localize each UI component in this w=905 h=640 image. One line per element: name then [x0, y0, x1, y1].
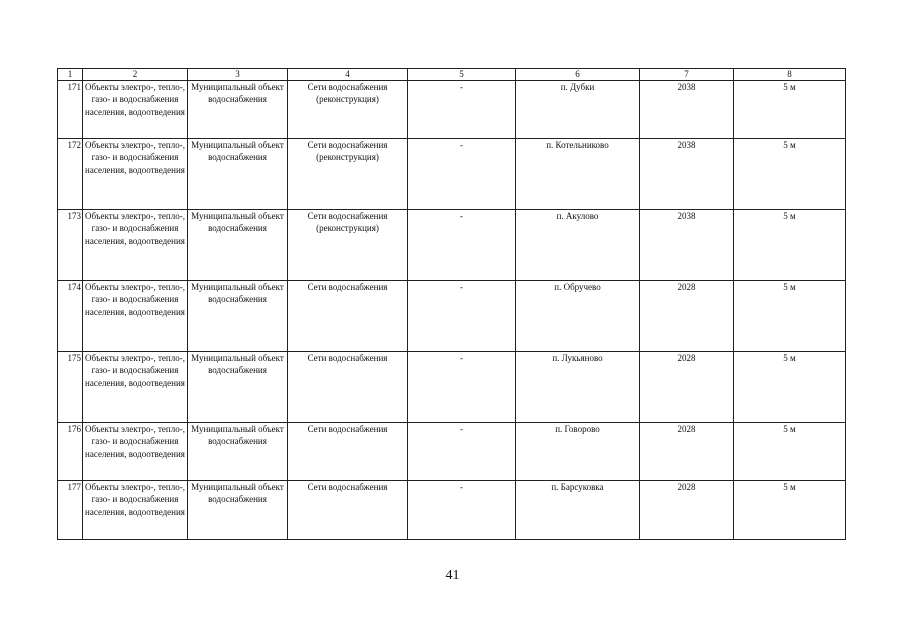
object-location: п. Котельниково [516, 139, 640, 210]
object-location: п. Барсуковка [516, 481, 640, 540]
object-type: Объекты электро-, тепло-, газо- и водоснабжения населения, водоотведения [83, 352, 188, 423]
object-characteristics: - [408, 81, 516, 139]
object-year: 2038 [640, 139, 734, 210]
page-number: 41 [445, 568, 460, 583]
column-header: 4 [288, 69, 408, 81]
object-name: Сети водоснабжения [288, 281, 408, 352]
object-location: п. Акулово [516, 210, 640, 281]
table-row [58, 481, 846, 540]
object-name: Сети водоснабжения [288, 423, 408, 481]
object-type: Объекты электро-, тепло-, газо- и водоснабжения населения, водоотведения [83, 139, 188, 210]
object-name: Сети водоснабжения (реконструкция) [288, 139, 408, 210]
object-type: Объекты электро-, тепло-, газо- и водоснабжения населения, водоотведения [83, 281, 188, 352]
object-significance: Муниципальный объект водоснабжения [188, 81, 288, 139]
object-year: 2028 [640, 481, 734, 540]
object-location: п. Обручево [516, 281, 640, 352]
object-name: Сети водоснабжения (реконструкция) [288, 210, 408, 281]
table-row [58, 423, 846, 481]
column-header: 8 [734, 69, 846, 81]
object-significance: Муниципальный объект водоснабжения [188, 210, 288, 281]
column-header: 5 [408, 69, 516, 81]
object-zone: 5 м [734, 139, 846, 210]
table-row [58, 210, 846, 281]
column-header: 2 [83, 69, 188, 81]
objects-table [57, 68, 846, 540]
object-significance: Муниципальный объект водоснабжения [188, 481, 288, 540]
object-year: 2038 [640, 81, 734, 139]
row-number: 175 [58, 352, 83, 423]
object-year: 2038 [640, 210, 734, 281]
object-name: Сети водоснабжения [288, 352, 408, 423]
table-row [58, 352, 846, 423]
object-significance: Муниципальный объект водоснабжения [188, 352, 288, 423]
object-characteristics: - [408, 139, 516, 210]
column-header: 6 [516, 69, 640, 81]
object-type: Объекты электро-, тепло-, газо- и водоснабжения населения, водоотведения [83, 481, 188, 540]
object-significance: Муниципальный объект водоснабжения [188, 281, 288, 352]
object-name: Сети водоснабжения [288, 481, 408, 540]
object-significance: Муниципальный объект водоснабжения [188, 423, 288, 481]
table-row [58, 139, 846, 210]
object-year: 2028 [640, 281, 734, 352]
table-header-row [58, 69, 846, 81]
object-characteristics: - [408, 481, 516, 540]
object-zone: 5 м [734, 423, 846, 481]
object-type: Объекты электро-, тепло-, газо- и водоснабжения населения, водоотведения [83, 423, 188, 481]
object-zone: 5 м [734, 352, 846, 423]
object-location: п. Лукьяново [516, 352, 640, 423]
object-characteristics: - [408, 210, 516, 281]
row-number: 176 [58, 423, 83, 481]
column-header: 1 [58, 69, 83, 81]
object-characteristics: - [408, 281, 516, 352]
object-name: Сети водоснабжения (реконструкция) [288, 81, 408, 139]
row-number: 171 [58, 81, 83, 139]
object-zone: 5 м [734, 281, 846, 352]
object-characteristics: - [408, 423, 516, 481]
object-zone: 5 м [734, 81, 846, 139]
table-row [58, 81, 846, 139]
object-zone: 5 м [734, 481, 846, 540]
object-characteristics: - [408, 352, 516, 423]
row-number: 173 [58, 210, 83, 281]
object-location: п. Дубки [516, 81, 640, 139]
object-year: 2028 [640, 423, 734, 481]
row-number: 172 [58, 139, 83, 210]
row-number: 174 [58, 281, 83, 352]
object-location: п. Говорово [516, 423, 640, 481]
object-type: Объекты электро-, тепло-, газо- и водоснабжения населения, водоотведения [83, 81, 188, 139]
table-row [58, 281, 846, 352]
object-type: Объекты электро-, тепло-, газо- и водоснабжения населения, водоотведения [83, 210, 188, 281]
row-number: 177 [58, 481, 83, 540]
column-header: 3 [188, 69, 288, 81]
object-significance: Муниципальный объект водоснабжения [188, 139, 288, 210]
object-year: 2028 [640, 352, 734, 423]
object-zone: 5 м [734, 210, 846, 281]
column-header: 7 [640, 69, 734, 81]
